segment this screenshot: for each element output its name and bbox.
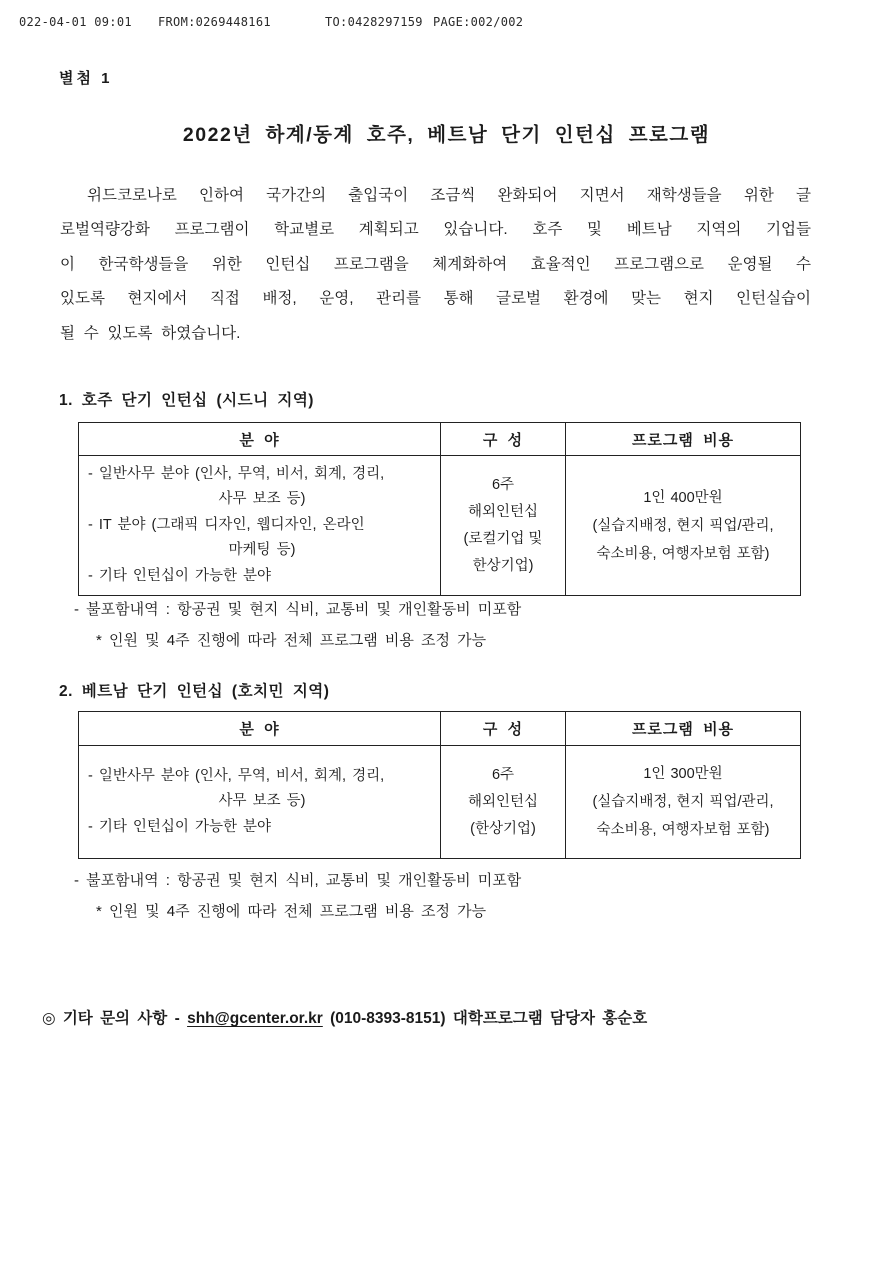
document-title: 2022년 하계/동계 호주, 베트남 단기 인턴십 프로그램 xyxy=(182,124,711,146)
composition-line: 해외인턴십 xyxy=(467,793,539,810)
vietnam-notes xyxy=(74,866,521,927)
australia-internship-table xyxy=(78,422,801,596)
cost-line: 숙소비용, 여행자보험 포함) xyxy=(596,545,770,562)
column-header-field: 분 야 xyxy=(79,423,441,456)
field-line: 사무 보조 등) xyxy=(218,491,306,508)
fax-datetime: 022-04-01 09:01 xyxy=(19,15,132,29)
field-line: 사무 보조 등) xyxy=(218,793,306,810)
column-header-cost: 프로그램 비용 xyxy=(566,712,801,746)
field-line: - 일반사무 분야 (인사, 무역, 비서, 회계, 경리, xyxy=(88,465,385,482)
intro-line: 위드코로나로 인하여 국가간의 출입국이 조금씩 완화되어 지면서 재학생들을 위한 글 xyxy=(87,187,811,204)
cost-line: (실습지배정, 현지 픽업/관리, xyxy=(592,517,774,534)
composition-cell xyxy=(441,746,566,859)
vietnam-internship-table xyxy=(78,711,801,859)
fax-from-number: FROM:0269448161 xyxy=(158,15,271,29)
note-cost-adjustment: * 인원 및 4주 진행에 따라 전체 프로그램 비용 조정 가능 xyxy=(96,902,487,920)
cost-line: (실습지배정, 현지 픽업/관리, xyxy=(592,794,774,810)
field-line: - 기타 인턴십이 가능한 분야 xyxy=(88,567,272,584)
attachment-label: 별첨 1 xyxy=(59,70,113,87)
contact-email: shh@gcenter.or.kr xyxy=(187,1010,323,1027)
intro-paragraph xyxy=(60,179,811,351)
australia-notes xyxy=(74,595,521,656)
composition-line: 해외인턴십 xyxy=(467,503,539,520)
contact-footer xyxy=(42,1006,872,1028)
field-line: 마케팅 등) xyxy=(228,542,296,559)
cost-line: 숙소비용, 여행자보험 포함) xyxy=(596,822,770,838)
composition-cell xyxy=(441,456,566,596)
section-heading-australia: 1. 호주 단기 인턴십 (시드니 지역) xyxy=(59,392,314,409)
composition-line: 6주 xyxy=(491,476,515,493)
note-exclusions: - 불포함내역 : 항공권 및 현지 식비, 교통비 및 개인활동비 미포함 xyxy=(74,601,522,618)
table-row xyxy=(79,746,801,859)
table-header-row xyxy=(79,423,801,456)
composition-line: (로컬기업 및 xyxy=(463,530,543,547)
contact-phone-and-name: (010-8393-8151) 대학프로그램 담당자 홍순호 xyxy=(330,1010,648,1027)
field-cell xyxy=(79,746,441,859)
section-heading-vietnam: 2. 베트남 단기 인턴십 (호치민 지역) xyxy=(59,683,330,700)
composition-line: (한상기업) xyxy=(470,820,536,837)
intro-line: 될 수 있도록 하였습니다. xyxy=(60,324,241,342)
column-header-field: 분 야 xyxy=(79,712,441,746)
cost-line: 1인 400만원 xyxy=(643,489,723,506)
intro-line: 이 한국학생들을 위한 인턴십 프로그램을 체계화하여 효율적인 프로그램으로 운영될 수 xyxy=(60,255,811,273)
field-line: - 기타 인턴십이 가능한 분야 xyxy=(88,818,272,835)
field-line: - IT 분야 (그래픽 디자인, 웹디자인, 온라인 xyxy=(88,516,365,533)
cost-cell xyxy=(566,456,801,596)
table-row xyxy=(79,456,801,596)
contact-label: ◎ 기타 문의 사항 - xyxy=(42,1010,180,1027)
fax-page-count: PAGE:002/002 xyxy=(433,15,524,29)
note-cost-adjustment: * 인원 및 4주 진행에 따라 전체 프로그램 비용 조정 가능 xyxy=(96,631,487,649)
intro-line: 로벌역량강화 프로그램이 학교별로 계획되고 있습니다. 호주 및 베트남 지역의 기업들 xyxy=(60,221,811,239)
cost-line: 1인 300만원 xyxy=(643,766,723,782)
column-header-cost: 프로그램 비용 xyxy=(566,423,801,456)
composition-line: 한상기업) xyxy=(472,557,534,574)
cost-cell xyxy=(566,746,801,859)
field-line: - 일반사무 분야 (인사, 무역, 비서, 회계, 경리, xyxy=(88,767,385,784)
fax-to-number: TO:0428297159 xyxy=(325,15,423,29)
column-header-composition: 구 성 xyxy=(441,423,566,456)
table-header-row xyxy=(79,712,801,746)
field-cell xyxy=(79,456,441,596)
intro-line: 있도록 현지에서 직접 배정, 운영, 관리를 통해 글로벌 환경에 맞는 현지 인턴실습이 xyxy=(60,290,811,308)
composition-line: 6주 xyxy=(491,766,515,783)
note-exclusions: - 불포함내역 : 항공권 및 현지 식비, 교통비 및 개인활동비 미포함 xyxy=(74,872,522,889)
column-header-composition: 구 성 xyxy=(441,712,566,746)
